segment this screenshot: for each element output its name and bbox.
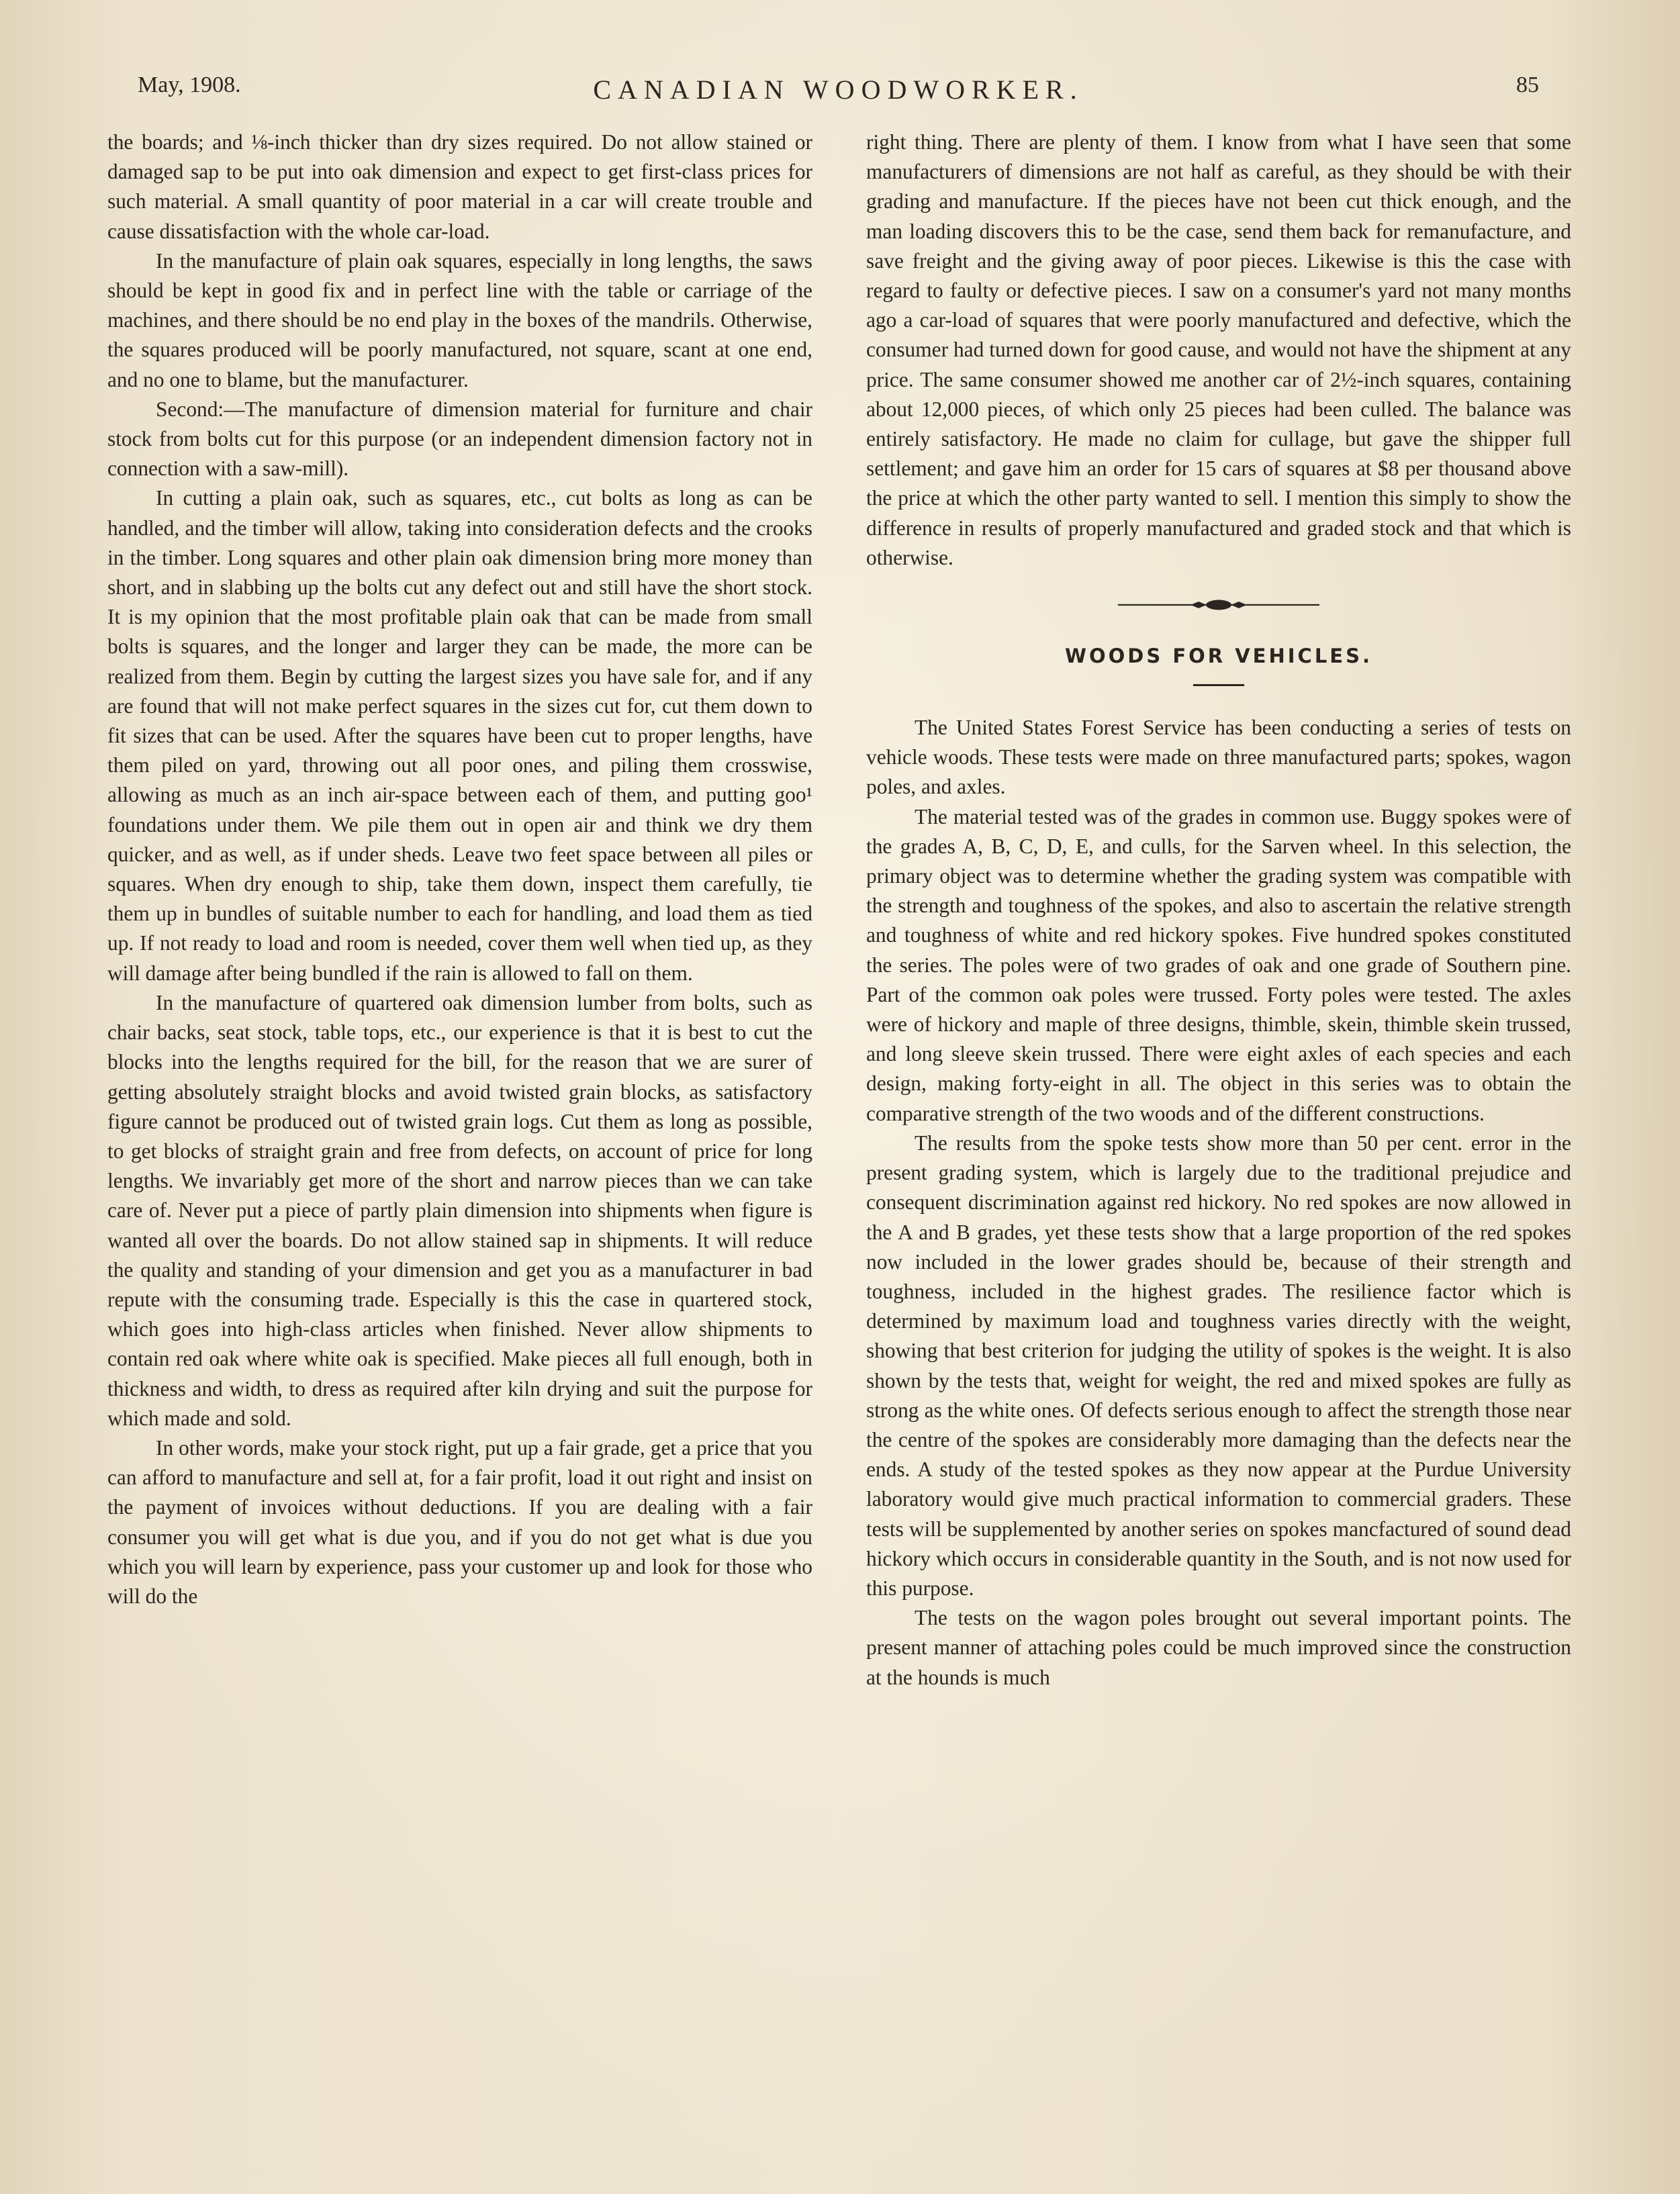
left-column <box>107 128 812 1611</box>
paragraph: The United States Forest Service has been conducting a series of tests on vehicle woods. These tests were made on three manufactured parts; spokes, wagon poles, and axles. <box>866 716 1571 799</box>
running-head <box>138 73 1539 110</box>
paragraph: In the manufacture of plain oak squares, especially in long lengths, the saws should be kept in good fix and in perfect line with the table or carriage of the machines, and there should be no end play in the boxes of the mandrils. Otherwise, the squares produced will be poorly manufactured, not square, scant at one end, and no one to blame, but the manufacturer. <box>107 248 812 391</box>
paragraph: the boards; and ⅛-inch thicker than dry sizes required. Do not allow stained or damaged sap to be put into oak dimension and expect to get first-class prices for such material. A small quantity of poor material in a car will create trouble and cause dissatisfaction with the whole car-load. <box>107 130 812 243</box>
paragraph: In other words, make your stock right, put up a fair grade, get a price that you can afford to manufacture and sell at, for a fair profit, load it out right and insist on the payment of invoices without deductions. If you are dealing with a fair consumer you will get what is due you, and if you do not get what is due you which you will learn by experience, pass your customer up and look for those who will do the <box>107 1435 812 1608</box>
heading-rule <box>1193 684 1244 686</box>
section-divider-ornament <box>866 573 1571 637</box>
continued-paragraph: right thing. There are plenty of them. I know from what I have seen that some manufacturers of dimensions are not half as careful, as they should be with their grading and manufacture. If the pieces have not been cut thick enough, and the man loading discovers this to be the case, send them back for remanufacture, and save freight and the giving away of poor pieces. Likewise is this the case with regard to faulty or defective pieces. I saw on a consumer's yard not many months ago a car-load of squares that were poorly manufactured and defective, which the consumer had turned down for good cause, and would not have the shipment at any price. The same consumer showed me another car of 2½-inch squares, containing about 12,000 pieces, of which only 25 pieces had been culled. The balance was entirely satisfactory. He made no claim for cullage, but gave the shipper full settlement; and gave him an order for 15 cars of squares at $8 per thousand above the price at which the other party wanted to sell. I mention this simply to show the difference in results of properly manufactured and graded stock and that which is otherwise. <box>866 130 1571 569</box>
section-heading: WOODS FOR VEHICLES. <box>1064 645 1373 668</box>
paragraph: The results from the spoke tests show more than 50 per cent. error in the present grading system, which is largely due to the traditional prejudice and consequent discrimination against red hickory. No red spokes are now allowed in the A and B grades, yet these tests show that a large proportion of the red spokes now included in the lower grades should be, because of their strength and toughness, included in the highest grades. The resilience factor which is determined by maximum load and toughness varies directly with the weight, showing that best criterion for judging the utility of spokes is the weight. It is also shown by the tests that, weight for weight, the red and mixed spokes are fully as strong as the white ones. Of defects serious enough to affect the strength those near the centre of the spokes are considerably more damaging than the defects near the ends. A study of the tested spokes as they now appear at the Purdue University laboratory would give much practical information to commercial graders. These tests will be supplemented by another series on spokes mancfactured of sound dead hickory which occurs in considerable quantity in the South, and is not now used for this purpose. <box>866 1131 1571 1600</box>
publication-title: CANADIAN WOODWORKER. <box>593 75 1084 105</box>
paragraph: In cutting a plain oak, such as squares, etc., cut bolts as long as can be handled, and the timber will allow, taking into consideration defects and the crooks in the timber. Long squares and other plain oak dimension bring more money than short, and in slabbing up the bolts cut any defect out and still have the short stock. It is my opinion that the most profitable plain oak that can be made from small bolts is squares, and the longer and larger they can be made, the more can be realized from them. Begin by cutting the largest sizes you have sale for, and if any are found that will not make perfect squares in the sizes cut for, cut them down to fit sizes that can be used. After the squares have been cut to proper lengths, have them piled on yard, throwing out all poor ones, and piling them crosswise, allowing as much as an inch air-space between each of them, and putting goo¹ foundations under them. We pile them out in open air and think we dry them quicker, and as well, as if under sheds. Leave two feet space between all piles or squares. When dry enough to ship, take them down, inspect them carefully, tie them up in bundles of suitable number to each for handling, and load them as tied up. If not ready to load and room is needed, cover them well when tied up, as they will damage after being bundled if the rain is allowed to fall on them. <box>107 486 812 985</box>
paragraph: The tests on the wagon poles brought out several important points. The present manner of attaching poles could be much improved since the construction at the hounds is much <box>866 1606 1571 1689</box>
right-column <box>866 128 1571 1692</box>
paragraph: In the manufacture of quartered oak dimension lumber from bolts, such as chair backs, seat stock, table tops, etc., our experience is that it is best to cut the blocks into the lengths required for the bill, for the reason that we are surer of getting absolutely straight blocks and avoid twisted grain blocks, as satisfactory figure cannot be produced out of twisted grain logs. Cut them as long as possible, to get blocks of straight grain and free from defects, on account of price for long lengths. We invariably get more of the short and narrow pieces than we can take care of. Never put a piece of partly plain dimension into shipments when figure is wanted all over the boards. Do not allow stained sap in shipments. It will reduce the quality and standing of your dimension and get you as a manufacturer in bad repute with the consuming trade. Especially is this the case in quartered stock, which goes into high-class articles when finished. Never allow shipments to contain red oak where white oak is specified. Make pieces all full enough, both in thickness and width, to dress as required after kiln drying and suit the purpose for which made and sold. <box>107 990 812 1430</box>
issue-date: May, 1908. <box>138 73 241 97</box>
paragraph: The material tested was of the grades in common use. Buggy spokes were of the grades A, B, C, D, E, and culls, for the Sarven wheel. In this selection, the primary object was to determine whether the grading system was compatible with the strength and toughness of the spokes, and also to ascertain the relative strength and toughness of white and red hickory spokes. Five hundred spokes constituted the series. The poles were of two grades of oak and one grade of Southern pine. Part of the common oak poles were trussed. Forty poles were tested. The axles were of hickory and maple of three designs, thimble, skein, thimble skein trussed, and long sleeve skein trussed. There were eight axles of each species and each design, making forty-eight in all. The object in this series was to obtain the comparative strength of the two woods and of the different constructions. <box>866 804 1571 1125</box>
paragraph: Second:—The manufacture of dimension material for furniture and chair stock from bolts cut for this purpose (or an independent dimension factory not in connection with a saw-mill). <box>107 397 812 481</box>
page-number: 85 <box>1516 73 1539 97</box>
